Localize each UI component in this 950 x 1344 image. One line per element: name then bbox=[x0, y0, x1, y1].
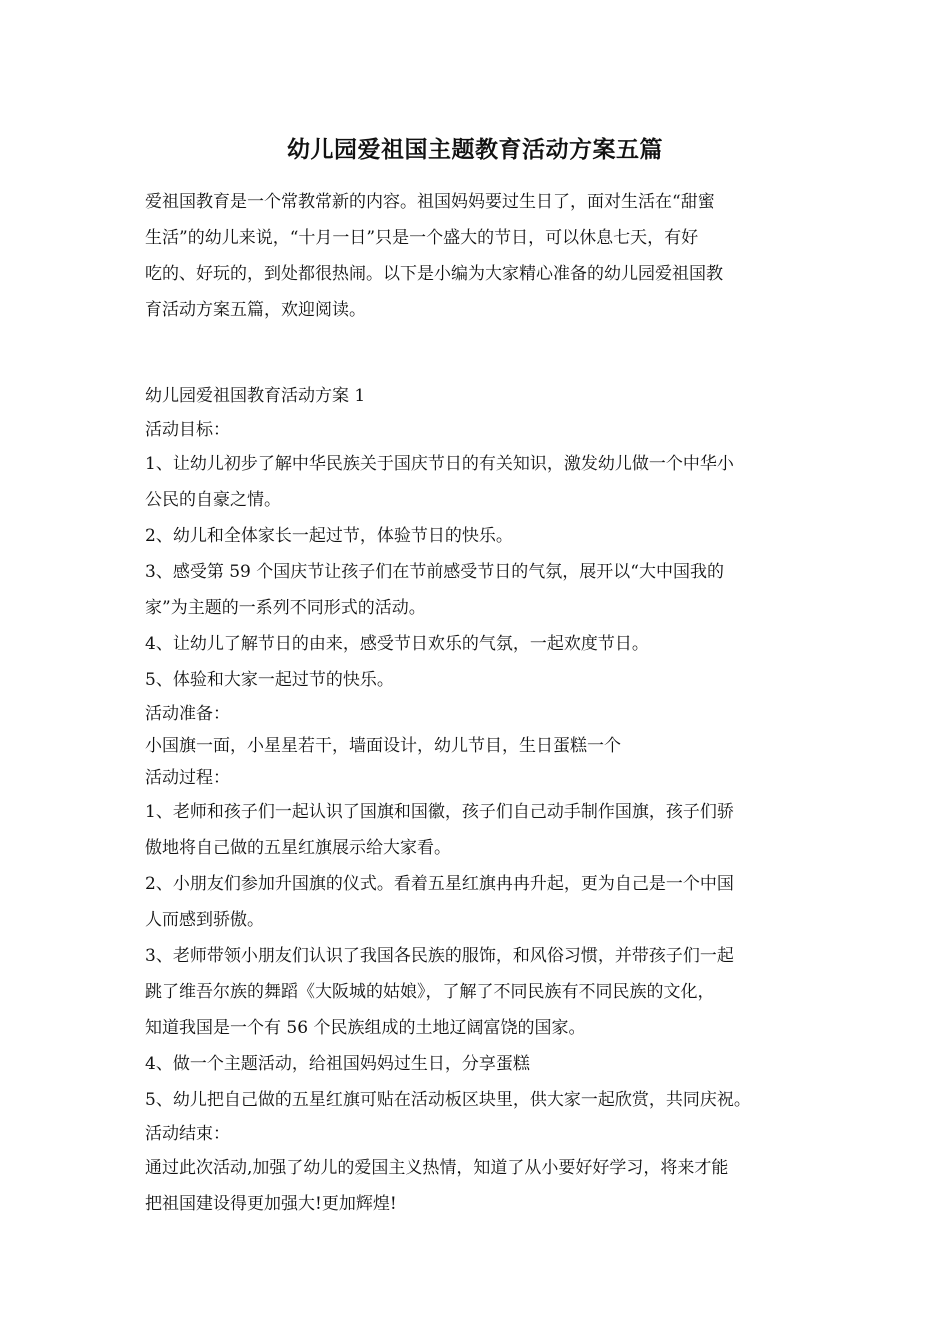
process-line: 傲地将自己做的五星红旗展示给大家看。 bbox=[145, 838, 451, 858]
goal-line: 1、让幼儿初步了解中华民族关于国庆节日的有关知识，激发幼儿做一个中华小 bbox=[145, 454, 734, 474]
document-body bbox=[145, 184, 825, 1222]
intro-line: 育活动方案五篇，欢迎阅读。 bbox=[145, 300, 366, 320]
end-line: 把祖国建设得更加强大!更加辉煌! bbox=[145, 1194, 397, 1214]
process-line: 跳了维吾尔族的舞蹈《大阪城的姑娘》，了解了不同民族有不同民族的文化， bbox=[145, 982, 715, 1002]
prep-label: 活动准备： bbox=[145, 704, 230, 724]
end-label: 活动结束： bbox=[145, 1124, 230, 1144]
process-line: 2、小朋友们参加升国旗的仪式。看着五星红旗冉冉升起，更为自己是一个中国 bbox=[145, 874, 734, 894]
intro-line: 吃的、好玩的，到处都很热闹。以下是小编为大家精心准备的幼儿园爱祖国教 bbox=[145, 264, 723, 284]
section-spacer bbox=[145, 328, 825, 378]
intro-line: 爱祖国教育是一个常教常新的内容。祖国妈妈要过生日了，面对生活在“甜蜜 bbox=[145, 192, 715, 212]
process-line: 5、幼儿把自己做的五星红旗可贴在活动板区块里，供大家一起欣赏，共同庆祝。 bbox=[145, 1090, 751, 1110]
intro-line: 生活”的幼儿来说，“十月一日”只是一个盛大的节日，可以休息七天，有好 bbox=[145, 228, 699, 248]
process-line: 知道我国是一个有 56 个民族组成的土地辽阔富饶的国家。 bbox=[145, 1018, 586, 1038]
process-line: 1、老师和孩子们一起认识了国旗和国徽，孩子们自己动手制作国旗，孩子们骄 bbox=[145, 802, 734, 822]
goal-line: 家”为主题的一系列不同形式的活动。 bbox=[145, 598, 426, 618]
prep-text: 小国旗一面，小星星若干，墙面设计，幼儿节目，生日蛋糕一个 bbox=[145, 736, 621, 756]
plan-heading: 幼儿园爱祖国教育活动方案 1 bbox=[145, 386, 366, 406]
goals-label: 活动目标： bbox=[145, 420, 230, 440]
process-line: 4、做一个主题活动，给祖国妈妈过生日，分享蛋糕 bbox=[145, 1054, 530, 1074]
process-line: 人而感到骄傲。 bbox=[145, 910, 264, 930]
goal-line: 4、让幼儿了解节日的由来，感受节日欢乐的气氛，一起欢度节日。 bbox=[145, 634, 649, 654]
process-line: 3、老师带领小朋友们认识了我国各民族的服饰，和风俗习惯，并带孩子们一起 bbox=[145, 946, 734, 966]
goal-line: 公民的自豪之情。 bbox=[145, 490, 281, 510]
end-line: 通过此次活动,加强了幼儿的爱国主义热情，知道了从小要好好学习，将来才能 bbox=[145, 1158, 729, 1178]
document-title: 幼儿园爱祖国主题教育活动方案五篇 bbox=[287, 136, 663, 163]
goal-line: 5、体验和大家一起过节的快乐。 bbox=[145, 670, 394, 690]
goal-line: 3、感受第 59 个国庆节让孩子们在节前感受节日的气氛，展开以“大中国我的 bbox=[145, 562, 724, 582]
goal-line: 2、幼儿和全体家长一起过节，体验节日的快乐。 bbox=[145, 526, 513, 546]
process-label: 活动过程： bbox=[145, 768, 230, 788]
